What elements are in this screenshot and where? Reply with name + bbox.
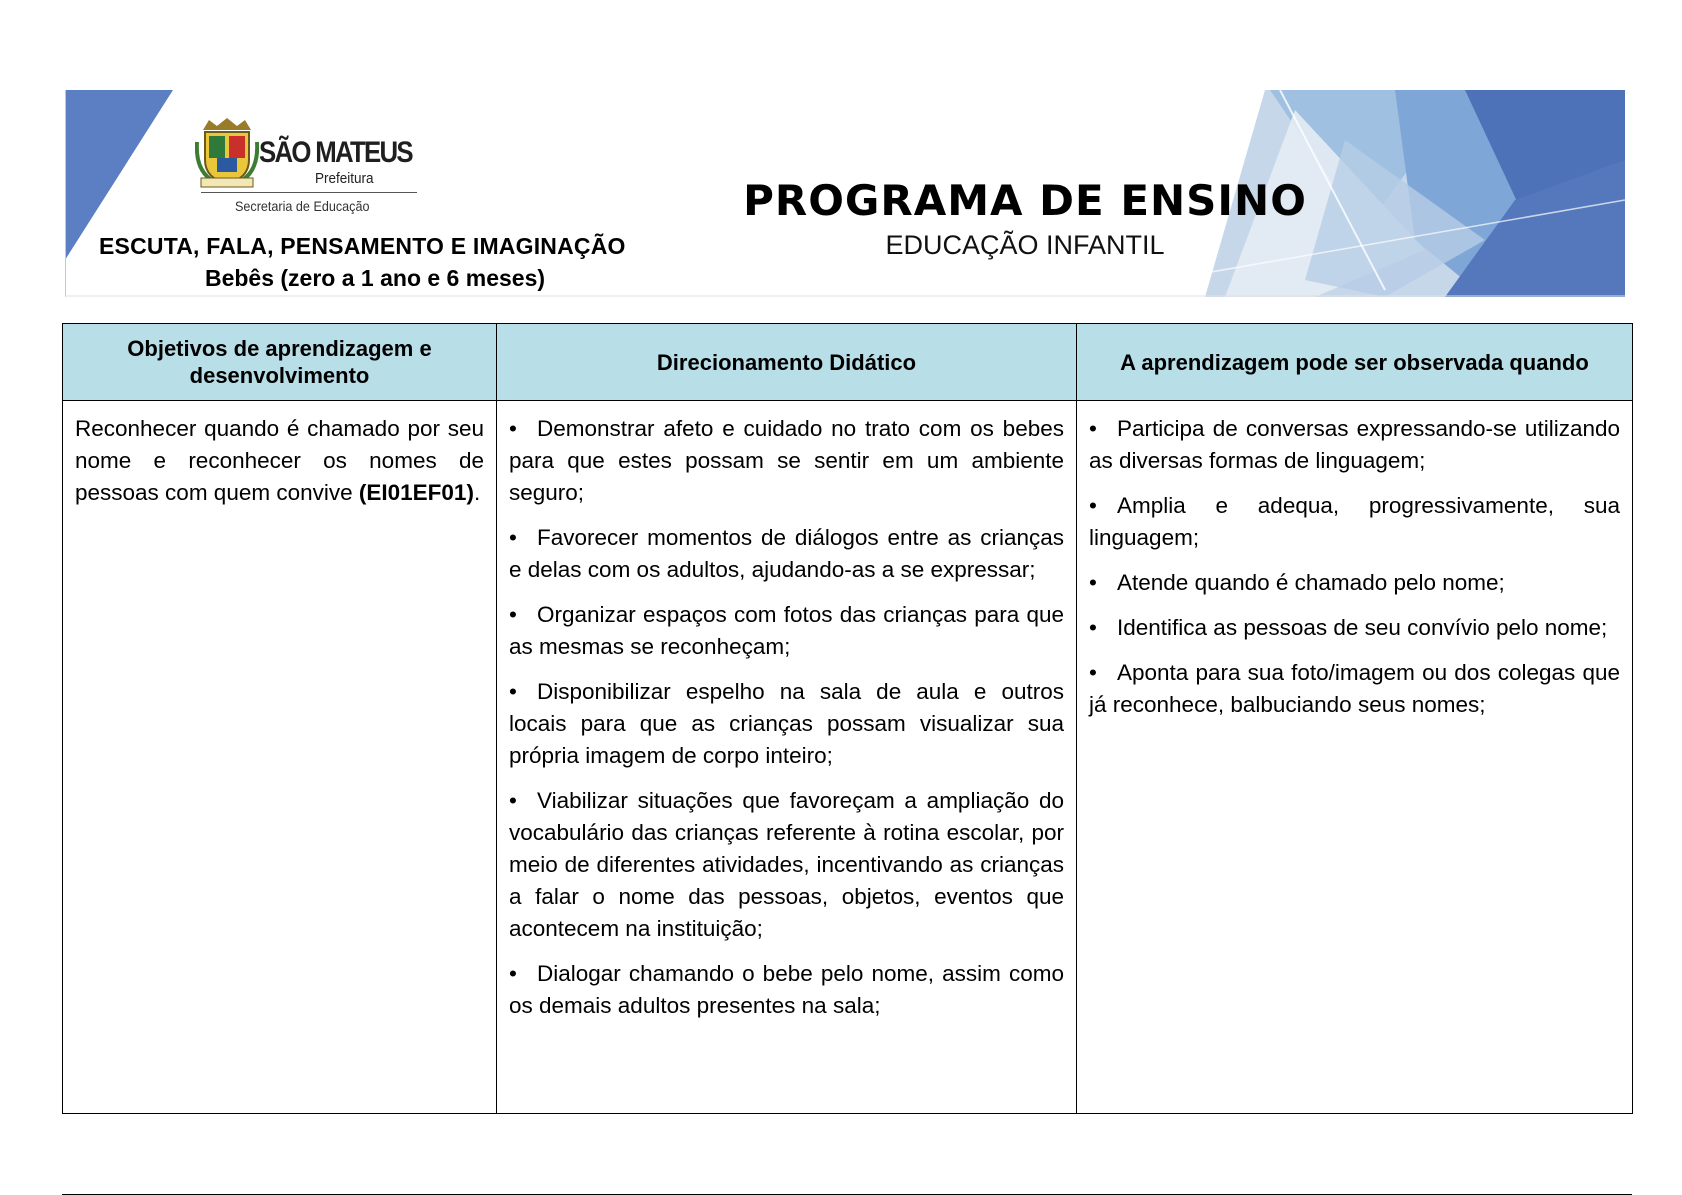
list-item [509, 676, 1064, 772]
didactic-text: Demonstrar afeto e cuidado no trato com os bebes para que estes possam se sentir em um ambiente seguro; [509, 416, 1064, 505]
objective-suffix: . [473, 480, 481, 505]
age-group: Bebês (zero a 1 ano e 6 meses) [204, 265, 546, 291]
observed-text: Participa de conversas expressando-se utilizando as diversas formas de linguagem; [1089, 416, 1620, 473]
area-title: ESCUTA, FALA, PENSAMENTO E IMAGINAÇÃO [99, 233, 626, 259]
objective-text [75, 413, 484, 509]
logo-subtitle: Prefeitura [315, 170, 374, 187]
program-title: PROGRAMA DE ENSINO [743, 176, 1307, 225]
logo-name: SÃO MATEUS [259, 136, 412, 169]
bullet-icon: • [509, 602, 517, 627]
list-item [509, 785, 1064, 945]
list-item [509, 958, 1064, 1022]
objective-code: (EI01EF01) [358, 480, 474, 505]
list-item [1089, 612, 1620, 644]
table-row [63, 401, 1633, 1114]
list-item [1089, 490, 1620, 554]
coat-of-arms-icon [195, 112, 259, 192]
list-item [1089, 413, 1620, 477]
didactic-text: Viabilizar situações que favoreçam a ampliação do vocabulário das crianças referente à rotina escolar, por meio de diferentes atividades, incentivando as crianças a falar o nome das pessoas, objetos, eventos que acontecem na instituição; [509, 788, 1064, 941]
program-subtitle: EDUCAÇÃO INFANTIL [885, 230, 1165, 260]
observed-text: Amplia e adequa, progressivamente, sua linguagem; [1089, 493, 1620, 550]
observed-list [1089, 413, 1620, 721]
header-objectives: Objetivos de aprendizagem e desenvolvimento [63, 324, 497, 401]
bullet-icon: • [1089, 660, 1097, 685]
observed-text: Identifica as pessoas de seu convívio pelo nome; [1117, 615, 1608, 640]
bullet-icon: • [1089, 570, 1097, 595]
program-table [62, 323, 1633, 1114]
bullet-icon: • [1089, 416, 1097, 441]
list-item [1089, 657, 1620, 721]
list-item [509, 522, 1064, 586]
header-observed: A aprendizagem pode ser observada quando [1077, 324, 1633, 401]
bullet-icon: • [509, 525, 517, 550]
didactic-text: Dialogar chamando o bebe pelo nome, assim como os demais adultos presentes na sala; [509, 961, 1064, 1018]
list-item [1089, 567, 1620, 599]
header-didactic: Direcionamento Didático [497, 324, 1077, 401]
observed-cell [1077, 401, 1633, 1114]
bullet-icon: • [509, 961, 517, 986]
observed-text: Aponta para sua foto/imagem ou dos colegas que já reconhece, balbuciando seus nomes; [1089, 660, 1620, 717]
header-banner [65, 90, 1625, 297]
didactic-text: Disponibilizar espelho na sala de aula e outros locais para que as crianças possam visualizar sua própria imagem de corpo inteiro; [509, 679, 1064, 768]
didactic-list [509, 413, 1064, 1022]
table-header-row [63, 324, 1633, 401]
observed-text: Atende quando é chamado pelo nome; [1117, 570, 1505, 595]
bullet-icon: • [1089, 615, 1097, 640]
bullet-icon: • [509, 679, 517, 704]
list-item [509, 599, 1064, 663]
objective-cell [63, 401, 497, 1114]
bullet-icon: • [509, 416, 517, 441]
bullet-icon: • [509, 788, 517, 813]
didactic-cell [497, 401, 1077, 1114]
bullet-icon: • [1089, 493, 1097, 518]
didactic-text: Organizar espaços com fotos das crianças para que as mesmas se reconheçam; [509, 602, 1064, 659]
list-item [509, 413, 1064, 509]
didactic-text: Favorecer momentos de diálogos entre as crianças e delas com os adultos, ajudando-as a se expressar; [509, 525, 1064, 582]
logo-divider [201, 192, 417, 193]
objective-description: Reconhecer quando é chamado por seu nome e reconhecer os nomes de pessoas com quem convive [75, 416, 484, 505]
prefeitura-logo [195, 112, 415, 222]
logo-department: Secretaria de Educação [235, 198, 370, 214]
